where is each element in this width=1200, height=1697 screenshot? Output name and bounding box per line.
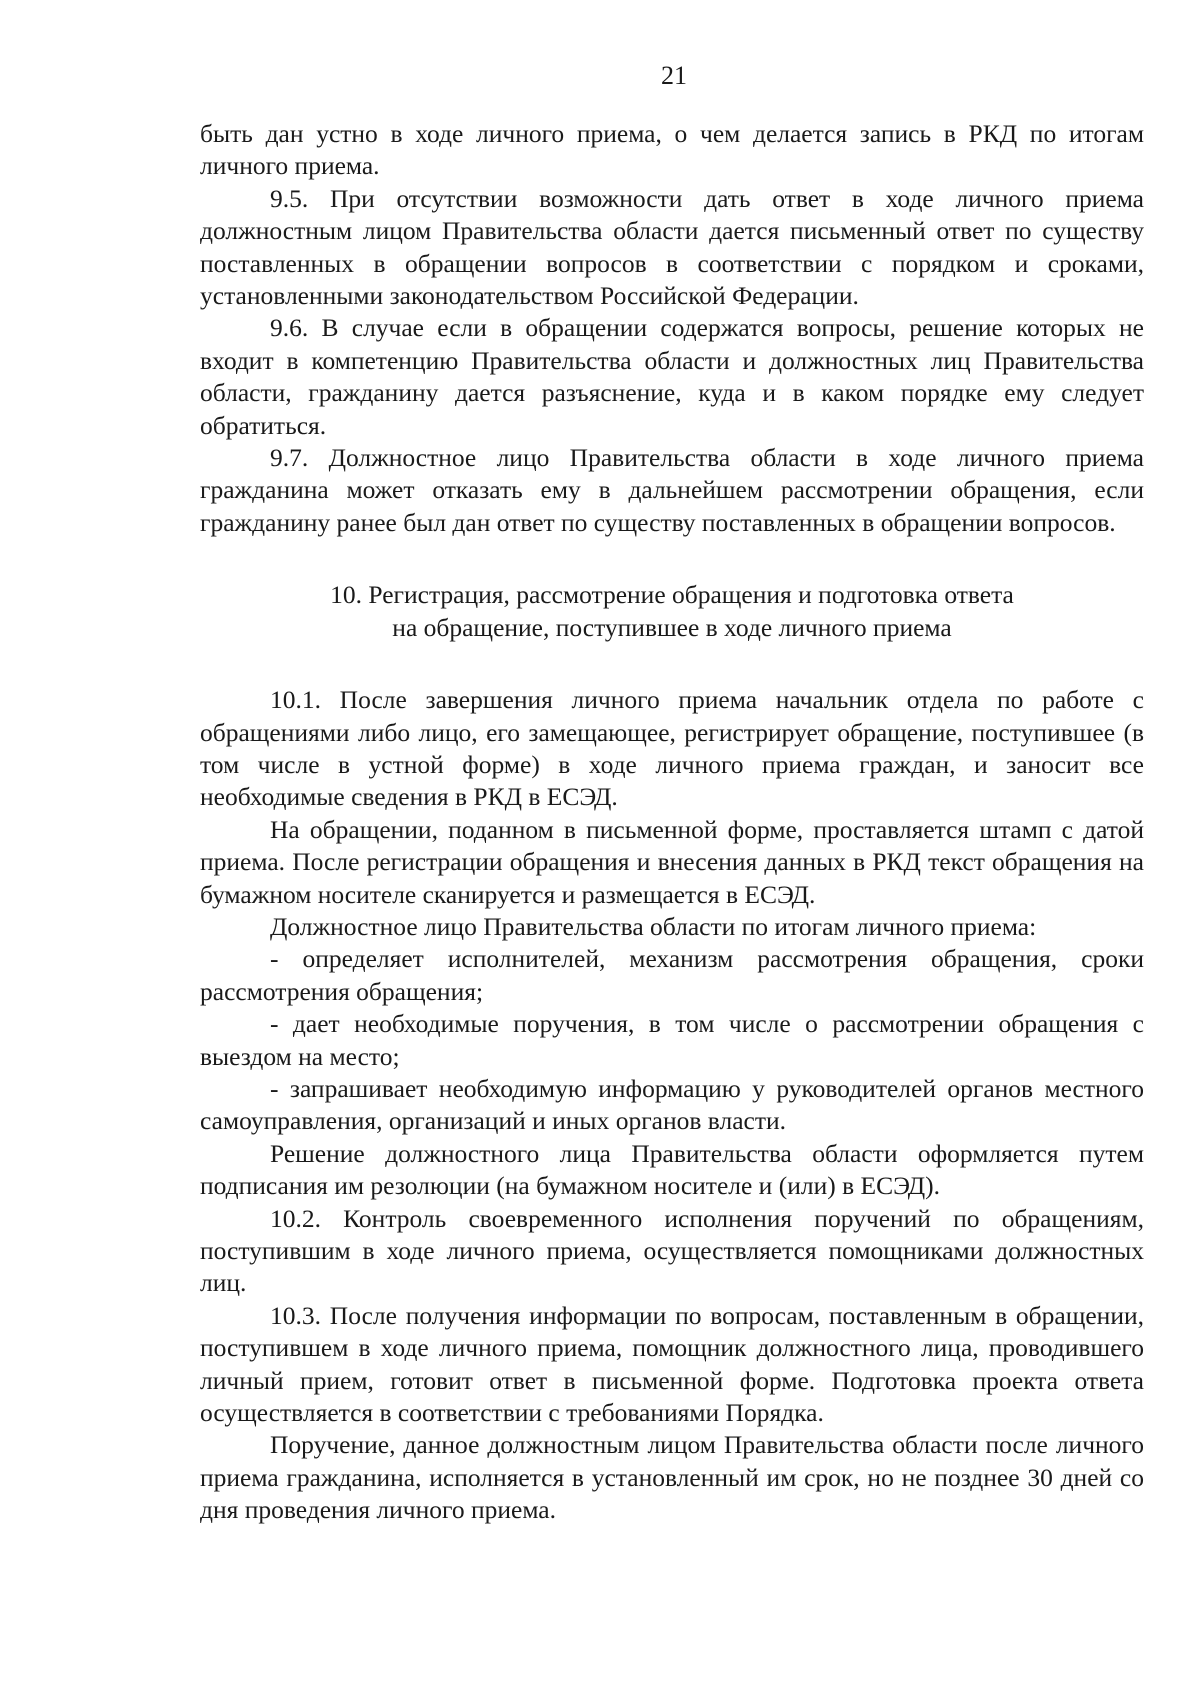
document-page [200,60,1144,1527]
list-item-requests-information: - запрашивает необходимую информацию у руководителей органов местного самоуправления, организаций и иных органов власти. [200,1073,1144,1136]
section-heading-10 [200,579,1144,644]
paragraph-9-5: 9.5. При отсутствии возможности дать ответ в ходе личного приема должностным лицом Правительства области дается письменный ответ по существу поставленных в обращении вопросов в соответствии с порядком и сроками, установленными законодательством Российской Федерации. [200,183,1144,311]
section-heading-line-1: 10. Регистрация, рассмотрение обращения и подготовка ответа [330,580,1014,610]
section-heading-line-2: на обращение, поступившее в ходе личного приема [392,612,952,642]
paragraph-10-1: 10.1. После завершения личного приема начальник отдела по работе с обращениями либо лицо, его замещающее, регистрирует обращение, поступившее (в том числе в устной форме) в ходе личного приема граждан, и заносит все необходимые сведения в РКД в ЕСЭД. [200,685,1144,812]
paragraph-10-2: 10.2. Контроль своевременного исполнения поручений по обращениям, поступившим в ходе личного приема, осуществляется помощниками должностных лиц. [200,1203,1144,1298]
paragraph-instruction-deadline: Поручение, данное должностным лицом Правительства области после личного приема гражданина, исполняется в установленный им срок, но не позднее 30 дней со дня проведения личного приема. [200,1430,1144,1525]
paragraph-official-actions-intro: Должностное лицо Правительства области по итогам личного приема: [270,911,1037,941]
paragraphs-after-section [200,684,1144,1527]
paragraphs-before-section [200,118,1144,539]
list-item-gives-instructions: - дает необходимые поручения, в том числе о рассмотрении обращения с выездом на место; [200,1009,1144,1071]
paragraph-10-3: 10.3. После получения информации по вопросам, поставленным в обращении, поступившем в ходе личного приема, помощник должностного лица, проводившего личный прием, готовит ответ в письменной форме. Подготовка проекта ответа осуществляется в соответствии с требованиями Порядка. [200,1300,1144,1428]
page-number: 21 [661,61,687,90]
paragraph-9-6: 9.6. В случае если в обращении содержатся вопросы, решение которых не входит в компетенцию Правительства области и должностных лиц Правительства области, гражданину дается разъяснение, куда и в каком порядке ему следует обратиться. [200,313,1144,440]
paragraph-stamp: На обращении, поданном в письменной форме, проставляется штамп с датой приема. После регистрации обращения и внесения данных в РКД текст обращения на бумажном носителе сканируется и размещается в ЕСЭД. [200,814,1144,909]
paragraph-resolution: Решение должностного лица Правительства области оформляется путем подписания им резолюции (на бумажном носителе и (или) в ЕСЭД). [200,1138,1144,1201]
list-item-determines-executors: - определяет исполнителей, механизм рассмотрения обращения, сроки рассмотрения обращения; [200,944,1144,1006]
paragraph-9-7: 9.7. Должностное лицо Правительства области в ходе личного приема гражданина может отказать ему в дальнейшем рассмотрении обращения, если гражданину ранее был дан ответ по существу поставленных в обращении вопросов. [200,443,1144,537]
paragraph-continuation: быть дан устно в ходе личного приема, о чем делается запись в РКД по итогам личного приема. [200,119,1144,181]
